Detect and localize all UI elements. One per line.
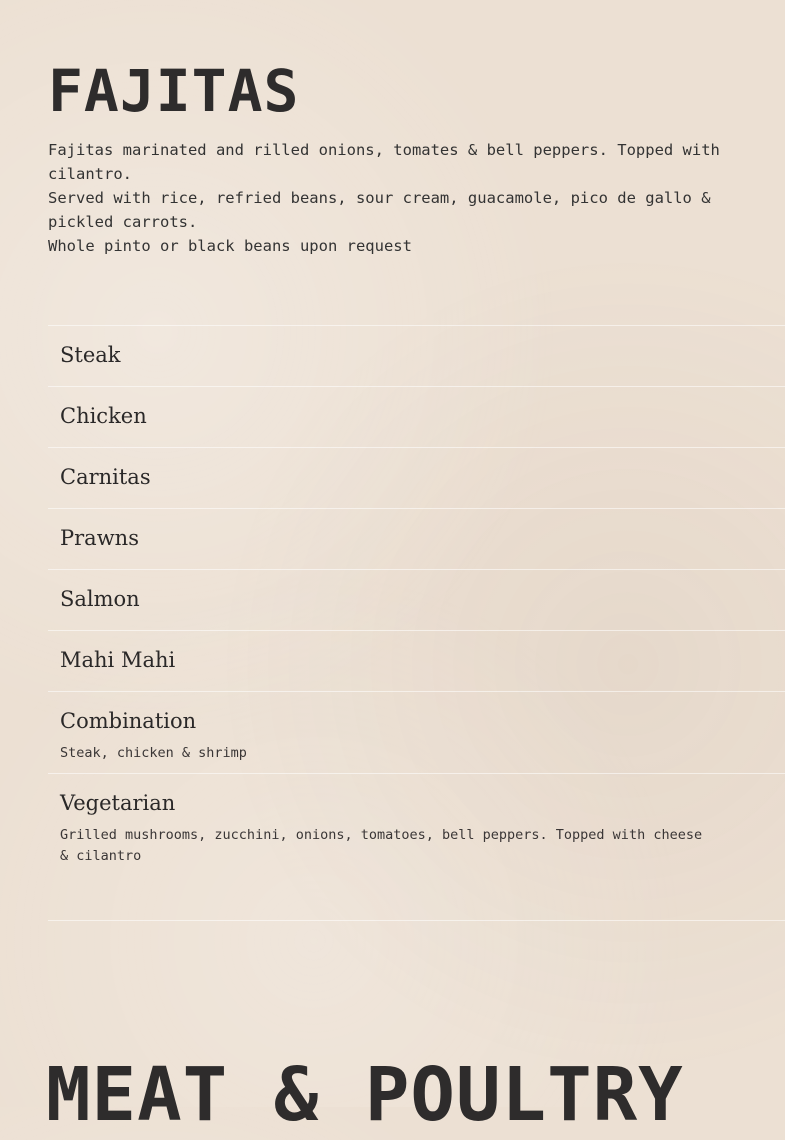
menu-item-name: Mahi Mahi [60, 648, 176, 672]
menu-item-steak[interactable] [48, 325, 748, 386]
menu-item-carnitas[interactable] [48, 447, 748, 508]
menu-item-name: Salmon [60, 587, 140, 611]
menu-item-name: Combination [60, 709, 197, 733]
page-title: FAJITAS [48, 57, 300, 125]
intro-line: Whole pinto or black beans upon request [48, 237, 412, 255]
section-intro [48, 138, 748, 258]
menu-item-description: Grilled mushrooms, zucchini, onions, tomatoes, bell peppers. Topped with cheese & cilantro [60, 827, 703, 864]
menu-item-name: Chicken [60, 404, 147, 428]
menu-item-salmon[interactable] [48, 569, 748, 630]
menu-item-prawns[interactable] [48, 508, 748, 569]
menu-item-chicken[interactable] [48, 386, 748, 447]
menu-item-name: Carnitas [60, 465, 151, 489]
menu-item-name: Steak [60, 343, 121, 367]
menu-item-vegetarian[interactable] [48, 773, 748, 920]
intro-line: Fajitas marinated and rilled onions, tomates & bell peppers. Topped with cilantro. [48, 141, 720, 183]
menu-item-name: Vegetarian [60, 791, 176, 815]
divider [48, 920, 785, 921]
menu-item-description: Steak, chicken & shrimp [60, 745, 247, 761]
menu-item-mahi-mahi[interactable] [48, 630, 748, 691]
menu-item-name: Prawns [60, 526, 139, 550]
intro-line: Served with rice, refried beans, sour cream, guacamole, pico de gallo & pickled carrots. [48, 189, 711, 231]
menu-item-combination[interactable] [48, 691, 748, 773]
section-title: MEAT & POULTRY [46, 1052, 684, 1138]
